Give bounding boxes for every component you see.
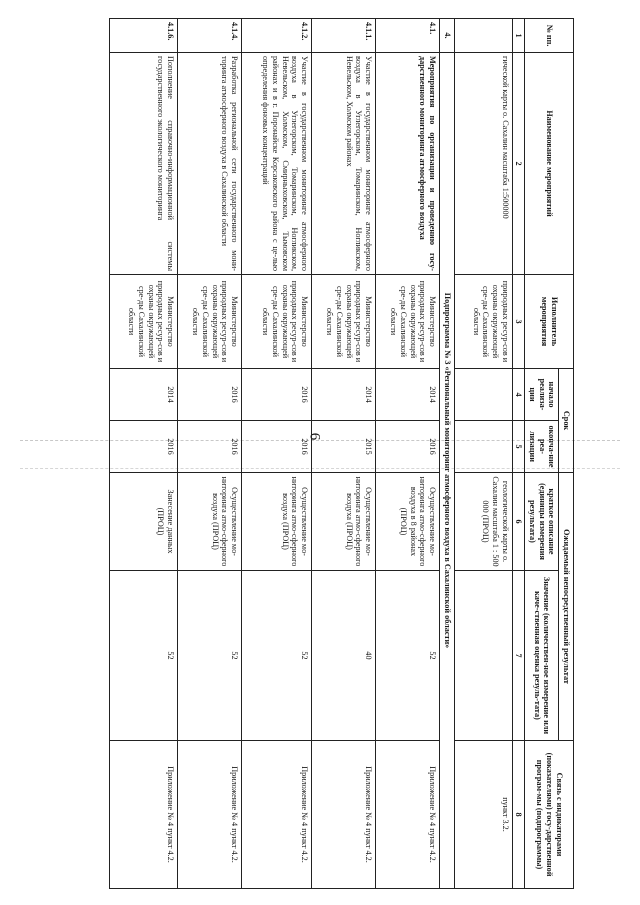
cell-value: 52 [241, 571, 311, 741]
rotated-document [108, 18, 574, 888]
cell-executor: Министерство природных ресур-сов и охраны окружающей сре-ды Сахалинской области [375, 275, 439, 369]
cell-end: 2015 [311, 421, 375, 473]
cell-name: Пополнение справочно-информационной системы государственного экологического мониторинга [109, 53, 177, 275]
subprogram-row [439, 19, 454, 889]
col-index: 8 [512, 741, 525, 889]
header-value: Значение (количествен-ное измерение или каче-ственная оценка резуль-тата) [525, 571, 559, 741]
cell-num: 4.1.4. [177, 19, 241, 53]
cell-name: гической карты о. Сахалин масштаба 1:500000 [454, 53, 512, 275]
cell-num: 4.1.6. [109, 19, 177, 53]
cell-link: Приложение № 4 пункт 4.2. [241, 741, 311, 889]
table-row [311, 19, 375, 889]
cell-start: 2016 [177, 369, 241, 421]
cell-value: 52 [109, 571, 177, 741]
cell-brief: Осуществление мо-ниторинга атмо-сферного воздуха (ПРОЦ) [311, 473, 375, 571]
col-index: 4 [512, 369, 525, 421]
col-index: 5 [512, 421, 525, 473]
cell-executor: природных ресур-сов и охраны окружающей сре-ды Сахалинской области [454, 275, 512, 369]
cell-num: 4.1.2. [241, 19, 311, 53]
header-name: Наименование мероприятий [525, 53, 574, 275]
subprogram-title: Подпрограмма № 3 «Региональный мониторинг атмосферного воздуха в Сахалинской области» [439, 53, 454, 889]
col-index: 3 [512, 275, 525, 369]
cell-num: 4.1.1. [311, 19, 375, 53]
cell-value: 40 [311, 571, 375, 741]
header-row [559, 19, 574, 889]
cell-executor: Министерство природных ресур-сов и охраны окружающей сре-ды Сахалинской области [177, 275, 241, 369]
cell-executor: Министерство природных ресур-сов и охраны окружающей сре-ды Сахалинской области [241, 275, 311, 369]
cell-num [454, 19, 512, 53]
cell-end [454, 421, 512, 473]
cell-start: 2014 [375, 369, 439, 421]
table-row [177, 19, 241, 889]
table-row [375, 19, 439, 889]
col-index: 7 [512, 571, 525, 741]
cell-brief: Занесение данных (ПРОЦ) [109, 473, 177, 571]
cell-name: Участие в государственном мониторинге атмосферного воздуха в Углегорском, Томаринском, Ногликском, Невельском, Холмском районах [311, 53, 375, 275]
header-term: Срок [559, 369, 574, 473]
cell-num: 4.1. [375, 19, 439, 53]
page-number: 6 [306, 432, 323, 441]
cell-end: 2016 [375, 421, 439, 473]
cell-name: Участие в государственном мониторинге атмосферного воздуха в Углегорском, Томаринском, Ногликском, Невельском, Холмском, Смирныховском, Тымовском районах и в г. Поронайске Корсаковского района с це-лью определения фоновых концентраций [241, 53, 311, 275]
cell-executor: Министерство природных ресур-сов и охраны окружающей сре-ды Сахалинской области [311, 275, 375, 369]
header-num: № пп. [525, 19, 574, 53]
column-index-row [512, 19, 525, 889]
cell-link: Приложение № 4 пункт 4.2. [311, 741, 375, 889]
col-index: 1 [512, 19, 525, 53]
col-index: 6 [512, 473, 525, 571]
col-index: 2 [512, 53, 525, 275]
header-brief: краткое описание (единицы измерения результата) [525, 473, 559, 571]
cell-link: пункт 3.2. [454, 741, 512, 889]
cell-value: 52 [177, 571, 241, 741]
cell-end: 2016 [109, 421, 177, 473]
cell-link: Приложение № 4 пункт 4.2. [109, 741, 177, 889]
header-executor: Исполнитель мероприятия [525, 275, 574, 369]
cell-brief: Осуществление мо-ниторинга атмо-сферного воздуха в 8 районах (ПРОЦ) [375, 473, 439, 571]
table-row [241, 19, 311, 889]
continuation-row [454, 19, 512, 889]
header-link: Связь с индикаторами (показателями) госу-дарственной програм-мы (подпрограммы) [525, 741, 574, 889]
cell-brief: Осуществление мо-ниторинга атмо-сферного воздуха (ПРОЦ) [177, 473, 241, 571]
cell-executor: Министерство природных ресур-сов и охраны окружающей сре-ды Сахалинской области [109, 275, 177, 369]
cell-name: Разработка региональной сети государственного мони-торинга атмосферного воздуха в Сахалинской области [177, 53, 241, 275]
cell-name: Мероприятия по организации и проведению госу-дарственного мониторинга атмосферного воздуха [375, 53, 439, 275]
cell-link: Приложение № 4 пункт 4.2. [177, 741, 241, 889]
header-end: оконча-ние реа-лизации [525, 421, 559, 473]
cell-value [454, 571, 512, 741]
table-row [109, 19, 177, 889]
header-result: Ожидаемый непосредственный результат [559, 473, 574, 741]
cell-end: 2016 [241, 421, 311, 473]
subprogram-number: 4. [439, 19, 454, 53]
cell-brief: геологической карты о. Сахалин масштаба 1 : 500 000 (ПРОЦ) [454, 473, 512, 571]
cell-link: Приложение № 4 пункт 4.2. [375, 741, 439, 889]
cell-brief: Осуществление мо-ниторинга атмо-сферного воздуха (ПРОЦ) [241, 473, 311, 571]
header-start: начало реализа-ции [525, 369, 559, 421]
measures-table [109, 18, 574, 889]
cell-start: 2016 [241, 369, 311, 421]
cell-value: 52 [375, 571, 439, 741]
cell-end: 2016 [177, 421, 241, 473]
cell-start [454, 369, 512, 421]
cell-start: 2014 [311, 369, 375, 421]
cell-start: 2014 [109, 369, 177, 421]
